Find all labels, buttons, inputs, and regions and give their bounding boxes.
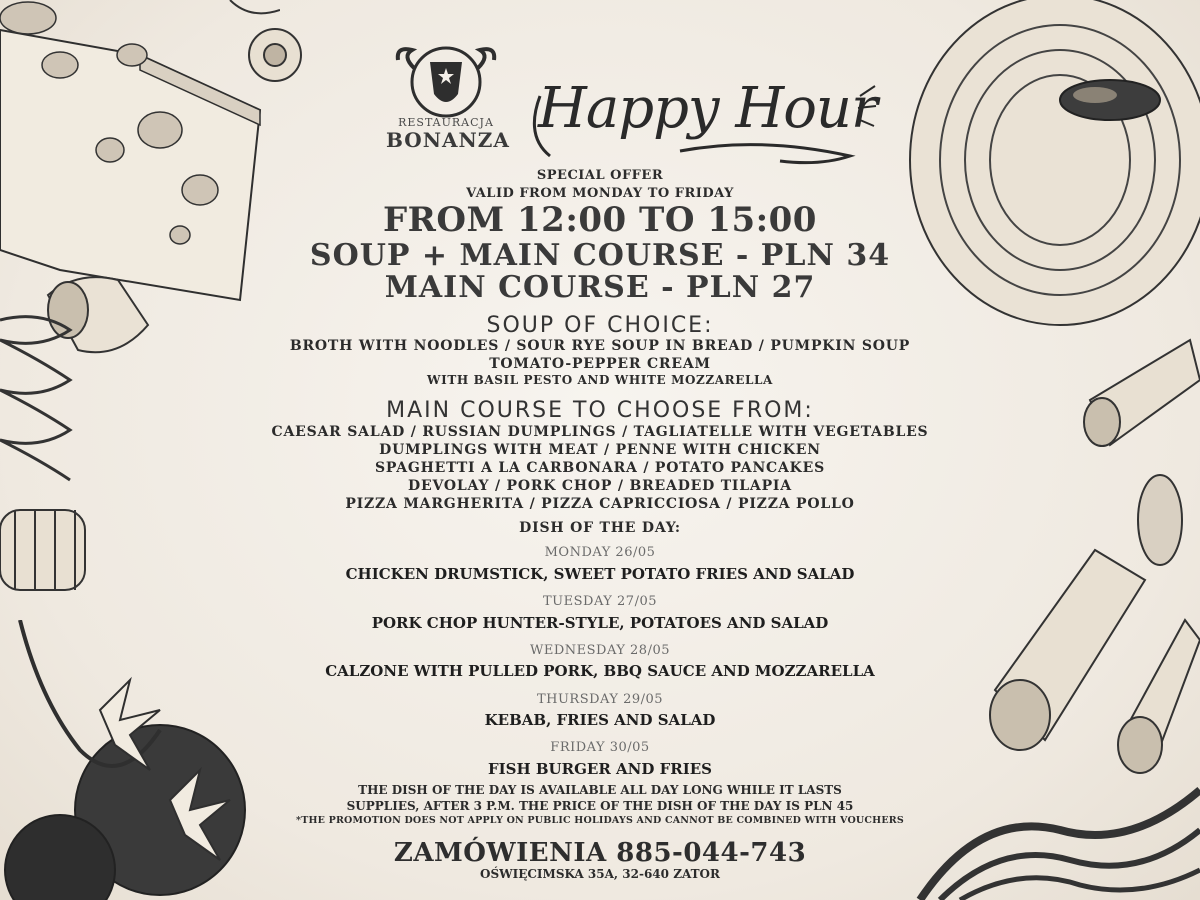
soup-line-2: TOMATO-PEPPER CREAM xyxy=(489,356,711,372)
day-dish: CHICKEN DRUMSTICK, SWEET POTATO FRIES AND SALAD xyxy=(345,565,855,583)
address: OŚWIĘCIMSKA 35A, 32-640 ZATOR xyxy=(480,867,720,881)
valid-days: VALID FROM MONDAY TO FRIDAY xyxy=(466,186,734,201)
note-line-2: SUPPLIES, AFTER 3 P.M. THE PRICE OF THE DISH OF THE DAY IS PLN 45 xyxy=(346,799,854,813)
main-line: PIZZA MARGHERITA / PIZZA CAPRICCIOSA / PIZZA POLLO xyxy=(345,496,855,512)
day-dish: CALZONE WITH PULLED PORK, BBQ SAUCE AND MOZZARELLA xyxy=(325,662,875,680)
soup-line-1: BROTH WITH NOODLES / SOUR RYE SOUP IN BREAD / PUMPKIN SOUP xyxy=(289,338,911,354)
dish-of-day-title: DISH OF THE DAY: xyxy=(519,520,681,536)
day-label: FRIDAY 30/05 xyxy=(550,740,650,755)
soup-title: SOUP OF CHOICE: xyxy=(486,313,714,338)
day-label: TUESDAY 27/05 xyxy=(543,594,657,609)
order-phone[interactable]: ZAMÓWIENIA 885-044-743 xyxy=(393,838,807,868)
offer-main: MAIN COURSE - PLN 27 xyxy=(384,270,816,305)
note-line-1: THE DISH OF THE DAY IS AVAILABLE ALL DAY LONG WHILE IT LASTS xyxy=(358,783,842,797)
main-line: DUMPLINGS WITH MEAT / PENNE WITH CHICKEN xyxy=(379,442,821,458)
pasta-nest-illustration xyxy=(900,0,1200,330)
logo-name: BONANZA xyxy=(386,128,510,152)
day-dish: PORK CHOP HUNTER-STYLE, POTATOES AND SALAD xyxy=(371,614,829,632)
special-offer: SPECIAL OFFER xyxy=(536,168,664,183)
time-range: FROM 12:00 TO 15:00 xyxy=(383,200,817,240)
day-label: WEDNESDAY 28/05 xyxy=(529,643,670,658)
restaurant-logo xyxy=(386,42,510,154)
note-disclaimer: *THE PROMOTION DOES NOT APPLY ON PUBLIC HOLIDAYS AND CANNOT BE COMBINED WITH VOUCHERS xyxy=(296,815,904,826)
main-line: CAESAR SALAD / RUSSIAN DUMPLINGS / TAGLIATELLE WITH VEGETABLES xyxy=(271,424,929,440)
rigatoni-right-illustration xyxy=(1080,320,1200,450)
day-label: THURSDAY 29/05 xyxy=(536,692,664,707)
main-line: SPAGHETTI A LA CARBONARA / POTATO PANCAKES xyxy=(374,460,826,476)
happy-hour-text: Happy Hour xyxy=(538,76,877,141)
main-line: DEVOLAY / PORK CHOP / BREADED TILAPIA xyxy=(408,478,792,494)
bull-logo-icon xyxy=(392,42,500,122)
rotini-illustration xyxy=(0,500,100,600)
happy-hour-title xyxy=(520,56,880,176)
soup-line-3: WITH BASIL PESTO AND WHITE MOZZARELLA xyxy=(427,373,773,387)
fusilli-illustration xyxy=(0,300,80,500)
offer-soup-main: SOUP + MAIN COURSE - PLN 34 xyxy=(309,238,891,273)
main-title: MAIN COURSE TO CHOOSE FROM: xyxy=(386,398,814,423)
cannelloni-illustration xyxy=(975,540,1200,780)
day-label: MONDAY 26/05 xyxy=(544,545,656,560)
day-dish: FISH BURGER AND FRIES xyxy=(487,760,713,778)
menu-content xyxy=(270,0,930,900)
day-dish: KEBAB, FRIES AND SALAD xyxy=(484,711,716,729)
logo-subtitle: RESTAURACJA xyxy=(398,116,494,129)
